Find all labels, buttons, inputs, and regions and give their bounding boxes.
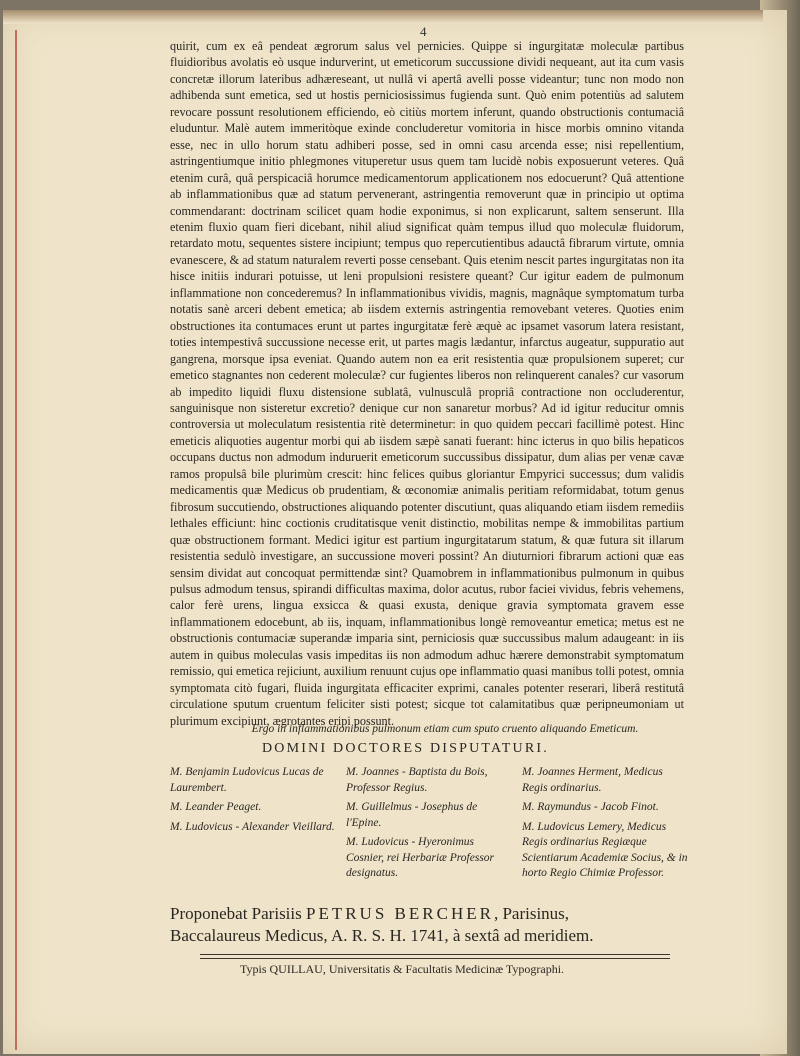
page-number: 4	[420, 24, 427, 39]
doctor-entry: M. Ludovicus - Alexander Vieillard.	[170, 820, 335, 833]
top-edge	[3, 10, 763, 24]
red-margin-rule	[15, 30, 17, 1050]
doctors-column-1	[170, 765, 338, 886]
body-paragraph: quirit, cum ex eâ pendeat ægrorum salus vel pernicies. Quippe si ingurgitatæ moleculæ partibus fluidioribus avolatis eò usque indurverint, ut emeticorum succussione dividi nequeant, aut ita cum vasis concretæ illorum lateribus adhæreseant, ut nullâ vi apertâ avelli posse videantur; tunc non modo non adhibenda sunt emetica, sed ut hostis perniciosissimus fugienda sunt. Quò enim potentiùs ad salutem revocare possunt resolutionem efficiendo, eò citiùs mortem inferunt, quando obstructionis contumaciâ eluduntur. Malè autem immeritòque exinde concluderetur vomitoria in hisce morbis omnino vitanda esse, nec in ullo horum statu adhiberi posse, sed in omni casu arcenda esse; nisi repellentium, astringentiumque initio phlegmones vituperetur usus quem tam lucidè nobis exposuerunt veteres. Quâ etenim curâ, quâ perspicaciâ horumce medicamentorum applicationem nos edocuerunt? Quâ attentione ab inflammationibus quæ ad statum pervenerant, astringentia removerunt quæ in principio ut optima commendarant: doctrinam scilicet quam hodie exponimus, si non explicarunt, saltem senserunt. Illa etenim fluxio quam fieri dicebant, nihil aliud significat quàm tempus illud quo moleculæ fluidorum, retardato motu, sequentes sistere incipiunt; tempus quo repercutientibus adauctâ fibrarum virtute, omnia evanescere, & ad statum naturalem reverti posse censebant. Quis etenim nescit partes ingurgitatas non ita hisce initiis indurari potuisse, ut leni propulsioni resistere queant? Cur igitur eadem de pulmonum inflammatione non concederemus? In inflammationibus vividis, magnis, magnâque symptomatum turba notatis sanè arceri debent emetica; ab iisdem externis astringentia removebant veteres. Quoties enim obstructiones ita contumaces erunt ut partes ingurgitatæ ferè æquè ac ipsamet vasorum latera resistant, toties intempestivâ succussione necesse erit, ut partes magis lædantur, infarctus augeatur, suppuratio aut gangrena, morsque ipsa eveniat. Quando autem non ea erit resistentia quæ propulsionem superet; cur emetico stagnantes non cederent moleculæ? cur fugientes liberos non relinquerent canales? cur vasorum ab impedito liquidi fluxu distensione sublatâ, vulnusculâ propriâ contractione non occluderentur, sanguinisque non sisteretur excretio? denique cur non sanaretur morbus? Ad id igitur reducitur omnis controversia ut moleculatum resistentia ritè determinetur: in quo quidem peccari facillimè potest. Hinc emeticis aliquoties augentur morbi qui ab iisdem sæpè sanati fuerant: hinc icterus in quo bilis hepaticos occupans ductus non admodum induruerit emeticorum succussibus dissipatur, dum alias per venæ cavæ ramos propulsâ bile plurimùm crescit: hinc felices quibus gloriantur Empyrici successus; dum validis medicamentis quæ Medicus ob prudentiam, & œconomiæ animalis peritiam reformidabat, totum genus fibrosum succutiendo, obstructiones aliquando potenter discutiunt, quas aliquando etiam iisdem remediis lethales efficiunt: hinc coctionis cruditatisque venit distinctio, mobilitas nempe & immobilitas partium quæ obstructionem formant. Medici igitur est partium ingurgitatarum statum, & quæ futura sit illarum resistentia sedulò investigare, an succussione moveri possint? An diuturniori fibrarum actioni quæ eas sensim dividat aut concoquat permittendæ sint? Quamobrem in inflammationibus pulmonum in quibus pulsus admodum tensus, spirandi difficultas maxima, dolor acutus, rubor faciei vividus, febris vehemens, calor ferè urens, lingua exsicca & quasi exusta, denique gravia symptomata gravem esse inflammationem edocebunt, ab iis, inquam, inflammationibus longè removeantur emetica; metus est ne obstructionis contumaciæ superandæ imparia sint, perniciosis quæ succussibus malum adaugeant: in iis autem in quibus moleculas vasis impeditas iis non admodum adhuc hærere demonstrabit symptomatum remissio, qui emetica rejiciunt, auxilium renuunt cujus ope inflammatio quasi manibus tolli potest, omnia symptomata citò fugari, fluida ingurgitata efficaciter exprimi, canales potenter reserari, liberâ restitutâ circulatione sputum cruentum feliciter sisti potest; sicque tot calamitatibus quæ peripneumoniam ut plurimum excipiunt, ægrotantes eripi possunt.	[170, 39, 684, 728]
thesis-statement: Ergo in inflammationibus pulmonum etiam cum sputo cruento aliquando Emeticum.	[251, 723, 639, 735]
doctor-entry: M. Ludovicus - Hyeronimus Cosnier, rei Herbariæ Professor designatus.	[346, 836, 495, 879]
doctor-entry: M. Ludovicus Lemery, Medicus Regis ordinarius Regiæque Scientiarum Academiæ Socius, & in horto Regio Chimiæ Professor.	[522, 820, 688, 879]
doctor-entry: M. Joannes Herment, Medicus Regis ordinarius.	[522, 766, 663, 794]
printer-imprint: Typis QUILLAU, Universitatis & Facultatis Medicinæ Typographi.	[240, 962, 565, 976]
doctor-entry: M. Raymundus - Jacob Finot.	[522, 801, 659, 813]
doctor-entry: M. Guillelmus - Josephus de l'Epine.	[346, 801, 478, 829]
divider-rule	[200, 954, 670, 959]
doctors-heading: DOMINI DOCTORES DISPUTATURI.	[262, 741, 549, 756]
degree-date-line: Baccalaureus Medicus, A. R. S. H. 1741, à sextâ ad meridiem.	[170, 926, 594, 945]
doctor-entry: M. Benjamin Ludovicus Lucas de Laurembert.	[170, 766, 324, 794]
proponent-name: PETRUS BERCHER	[306, 904, 494, 923]
proponent-suffix: , Parisinus,	[493, 904, 570, 923]
doctors-column-3	[522, 765, 690, 886]
doctors-column-2	[346, 765, 514, 886]
proponent-prefix: Proponebat Parisiis	[170, 904, 302, 923]
doctors-list	[170, 765, 690, 886]
doctor-entry: M. Joannes - Baptista du Bois, Professor Regius.	[346, 766, 488, 794]
doctor-entry: M. Leander Peaget.	[170, 801, 262, 813]
proponent-block	[170, 903, 690, 947]
